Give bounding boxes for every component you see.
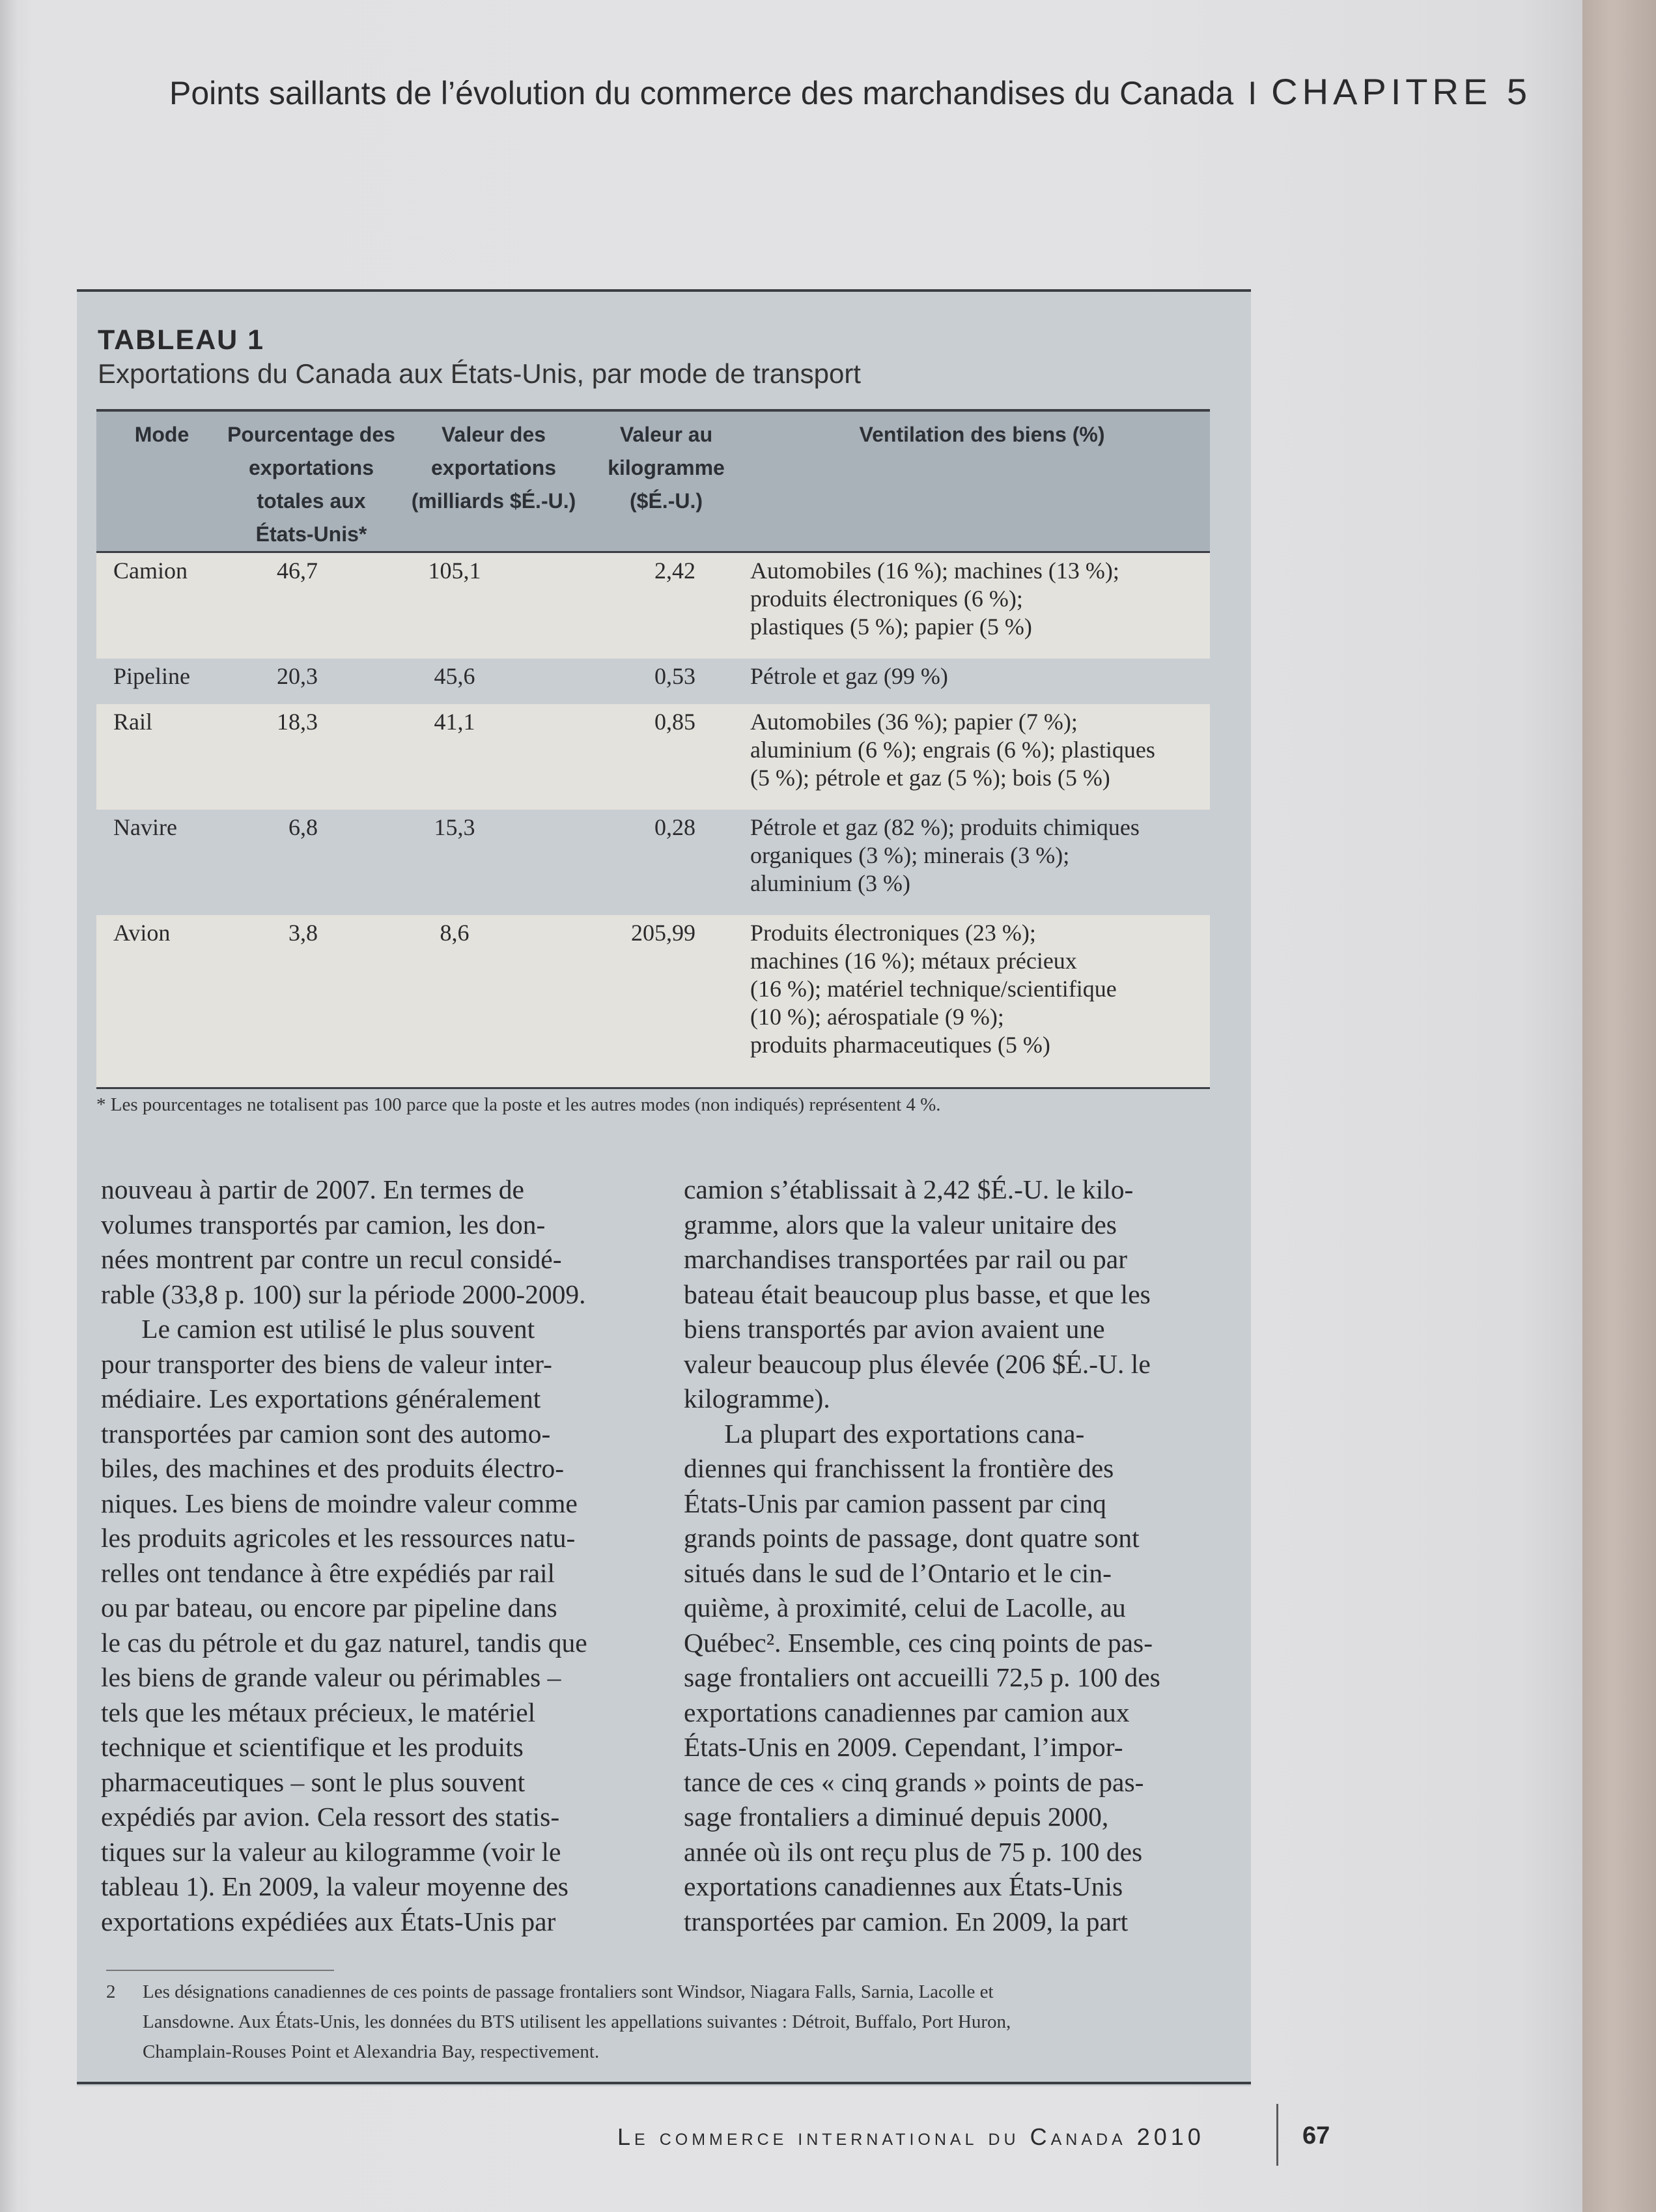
- table-row: [96, 659, 1210, 704]
- text-line: tableau 1). En 2009, la valeur moyenne des: [101, 1871, 568, 1901]
- cell-biens: Pétrole et gaz (82 %); produits chimiques organiques (3 %); minerais (3 %); aluminium (3 %): [750, 814, 1140, 896]
- text-line: pharmaceutiques – sont le plus souvent: [101, 1766, 526, 1797]
- table-title: Exportations du Canada aux États-Unis, par mode de transport: [98, 358, 861, 389]
- text-line: tiques sur la valeur au kilogramme (voir le: [101, 1836, 561, 1867]
- running-header: [169, 70, 1537, 113]
- text-line: pour transporter des biens de valeur inter-: [101, 1348, 552, 1379]
- body-column-right: [684, 1172, 1218, 1939]
- footnote-rule: [106, 1970, 334, 1971]
- body-column-left: [101, 1172, 635, 1939]
- text-line: gramme, alors que la valeur unitaire des: [684, 1209, 1117, 1240]
- text-line: nouveau à partir de 2007. En termes de: [101, 1174, 524, 1204]
- footnote-number: 2: [106, 1981, 116, 2002]
- text-line: biles, des machines et des produits électro-: [101, 1453, 565, 1483]
- text-line: ou par bateau, ou encore par pipeline dans: [101, 1593, 557, 1623]
- table-row: [96, 553, 1210, 659]
- text-line: États-Unis en 2009. Cependant, l’impor-: [684, 1732, 1123, 1762]
- text-line: États-Unis par camion passent par cinq: [684, 1488, 1106, 1518]
- text-line: expédiés par avion. Cela ressort des statis-: [101, 1802, 560, 1832]
- text-line: grands points de passage, dont quatre sont: [684, 1523, 1140, 1553]
- cell-biens: Automobiles (16 %); machines (13 %); produits électroniques (6 %); plastiques (5 %); papier (5 %): [750, 558, 1119, 640]
- cell-pct: 20,3: [277, 663, 318, 689]
- text-line: sage frontaliers ont accueilli 72,5 p. 100 des: [684, 1662, 1160, 1692]
- col-header-biens: Ventilation des biens (%): [859, 423, 1105, 446]
- cell-valeur: 15,3: [434, 814, 475, 840]
- text-line: Québec². Ensemble, ces cinq points de pas-: [684, 1627, 1153, 1658]
- text-line: Le camion est utilisé le plus souvent: [101, 1314, 535, 1344]
- cell-mode: Pipeline: [113, 663, 190, 689]
- footnote-text: Les désignations canadiennes de ces points de passage frontaliers sont Windsor, Niagara Falls, Sarnia, Lacolle et Lansdowne. Aux États-Unis, les données du BTS utilisent les appellations suivantes : Détroit, Buffalo, Port Huron, Champlain-Rouses Point et Alexandria Bay, respectivement.: [143, 1981, 1011, 2062]
- table-row: [96, 915, 1210, 1087]
- text-line: les biens de grande valeur ou périmables –: [101, 1662, 561, 1692]
- text-line: nées montrent par contre un recul considé-: [101, 1244, 562, 1274]
- cell-valeur: 45,6: [434, 663, 475, 689]
- cell-mode: Camion: [113, 558, 188, 584]
- text-line: marchandises transportées par rail ou par: [684, 1244, 1128, 1274]
- cell-valeur: 41,1: [434, 709, 475, 735]
- cell-valeur: 105,1: [428, 558, 481, 584]
- text-line: relles ont tendance à être expédiés par rail: [101, 1557, 555, 1588]
- text-line: quième, à proximité, celui de Lacolle, au: [684, 1593, 1126, 1623]
- text-line: camion s’établissait à 2,42 $É.-U. le kilo-: [684, 1174, 1134, 1204]
- text-line: valeur beaucoup plus élevée (206 $É.-U. le: [684, 1348, 1151, 1379]
- cell-pct: 46,7: [277, 558, 318, 584]
- footer-divider: [1276, 2104, 1278, 2166]
- text-line: rable (33,8 p. 100) sur la période 2000-2009.: [101, 1279, 586, 1309]
- table-bottom-rule: [96, 1087, 1210, 1089]
- page-number: 67: [1302, 2122, 1330, 2149]
- table-header: [96, 409, 1210, 553]
- text-line: exportations canadiennes aux États-Unis: [684, 1871, 1123, 1901]
- text-line: niques. Les biens de moindre valeur comme: [101, 1488, 578, 1518]
- cell-kg: 205,99: [631, 920, 695, 946]
- cell-kg: 0,28: [654, 814, 695, 840]
- col-header-valeur: Valeur des exportations (milliards $É.-U.): [411, 423, 576, 513]
- table-row: [96, 704, 1210, 810]
- text-line: diennes qui franchissent la frontière des: [684, 1453, 1114, 1483]
- cell-biens: Produits électroniques (23 %); machines (16 %); métaux précieux (16 %); matériel technique/scientifique (10 %); aérospatiale (9 %); produits pharmaceutiques (5 %): [750, 920, 1117, 1058]
- col-header-pct: Pourcentage des exportations totales aux États-Unis*: [227, 423, 395, 546]
- page-edge: [1582, 0, 1656, 2212]
- cell-mode: Navire: [113, 814, 177, 840]
- chapter-label: CHAPITRE 5: [1271, 71, 1532, 112]
- text-line: transportées par camion sont des automo-: [101, 1418, 551, 1449]
- page-gutter-shadow: [0, 0, 20, 2212]
- text-line: kilogramme).: [684, 1383, 830, 1413]
- cell-kg: 0,85: [654, 709, 695, 735]
- table-row: [96, 810, 1210, 915]
- data-table: [96, 409, 1210, 1089]
- cell-kg: 0,53: [654, 663, 695, 689]
- cell-pct: 3,8: [288, 920, 318, 946]
- text-line: technique et scientifique et les produits: [101, 1732, 524, 1762]
- cell-pct: 6,8: [288, 814, 318, 840]
- header-separator: I: [1248, 75, 1257, 111]
- cell-mode: Rail: [113, 709, 152, 735]
- text-line: le cas du pétrole et du gaz naturel, tandis que: [101, 1627, 587, 1658]
- text-line: La plupart des exportations cana-: [684, 1418, 1085, 1449]
- text-line: année où ils ont reçu plus de 75 p. 100 des: [684, 1836, 1143, 1867]
- text-line: tance de ces « cinq grands » points de pas-: [684, 1766, 1144, 1797]
- text-line: tels que les métaux précieux, le matériel: [101, 1697, 536, 1727]
- text-line: les produits agricoles et les ressources natu-: [101, 1523, 576, 1553]
- text-line: exportations expédiées aux États-Unis par: [101, 1906, 556, 1936]
- publication-footer: Le commerce international du Canada 2010: [617, 2123, 1205, 2150]
- cell-mode: Avion: [113, 920, 171, 946]
- cell-kg: 2,42: [654, 558, 695, 584]
- cell-valeur: 8,6: [440, 920, 470, 946]
- cell-biens: Pétrole et gaz (99 %): [750, 663, 948, 689]
- text-line: sage frontaliers a diminué depuis 2000,: [684, 1802, 1109, 1832]
- table-label: TABLEAU 1: [98, 324, 265, 356]
- col-header-mode: Mode: [134, 423, 189, 446]
- cell-biens: Automobiles (36 %); papier (7 %); aluminium (6 %); engrais (6 %); plastiques (5 %); pétrole et gaz (5 %); bois (5 %): [750, 709, 1155, 791]
- table-footnote: * Les pourcentages ne totalisent pas 100 parce que la poste et les autres modes (non indiqués) représentent 4 %.: [96, 1094, 941, 1115]
- text-line: exportations canadiennes par camion aux: [684, 1697, 1130, 1727]
- text-line: biens transportés par avion avaient une: [684, 1314, 1105, 1344]
- text-line: transportées par camion. En 2009, la part: [684, 1906, 1129, 1936]
- text-line: médiaire. Les exportations généralement: [101, 1383, 541, 1413]
- text-line: situés dans le sud de l’Ontario et le cin-: [684, 1557, 1112, 1588]
- text-line: bateau était beaucoup plus basse, et que les: [684, 1279, 1151, 1309]
- running-title: Points saillants de l’évolution du commerce des marchandises du Canada: [169, 75, 1234, 111]
- col-header-kg: Valeur au kilogramme ($É.-U.): [608, 423, 725, 513]
- cell-pct: 18,3: [277, 709, 318, 735]
- text-line: volumes transportés par camion, les don-: [101, 1209, 546, 1240]
- panel-bottom-rule: [77, 2082, 1251, 2084]
